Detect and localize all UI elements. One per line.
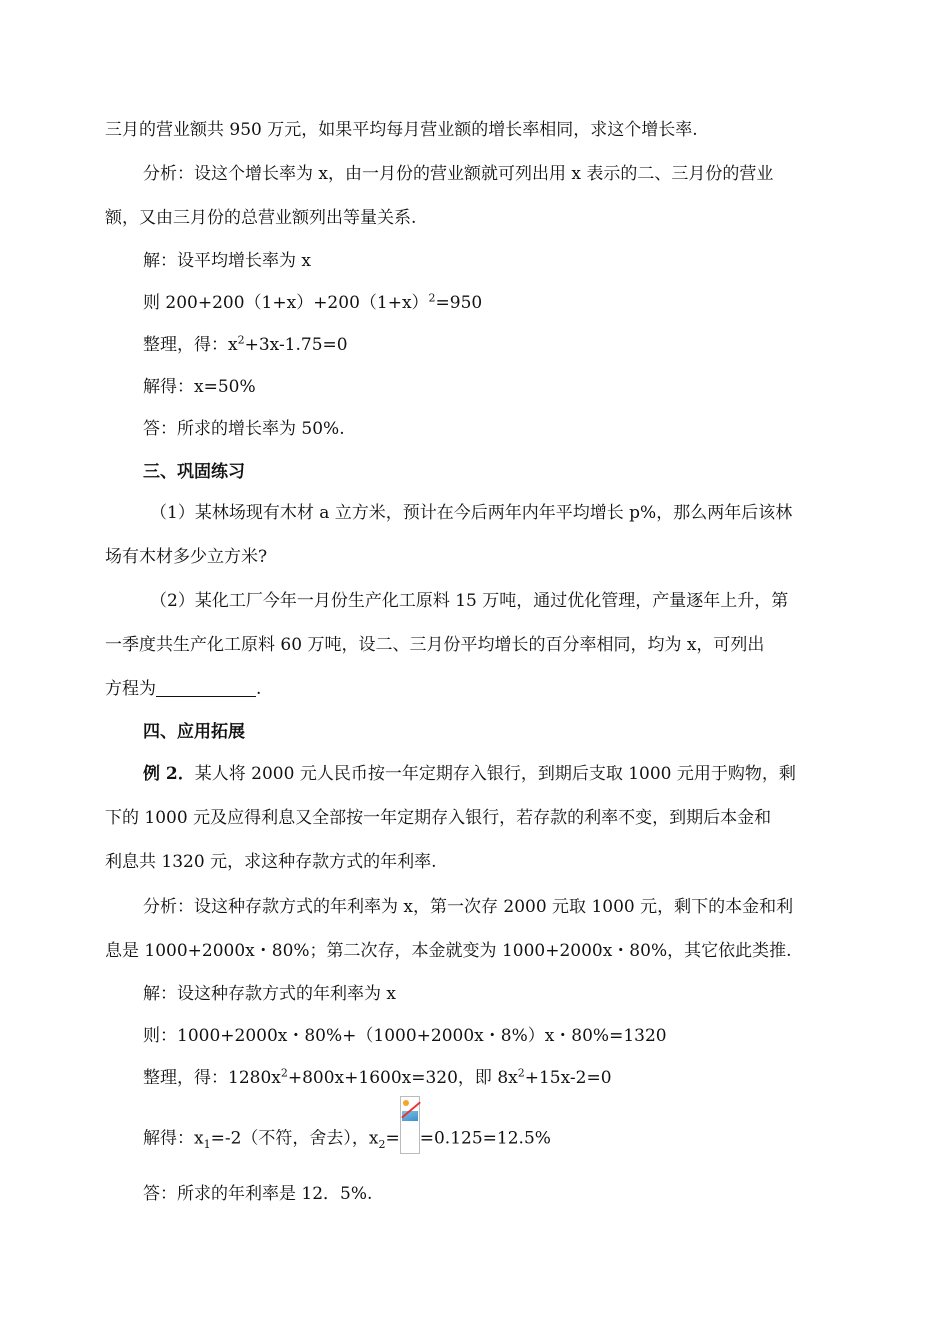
subscript: 2 bbox=[378, 1137, 386, 1151]
exponent: 2 bbox=[428, 291, 436, 305]
example-line bbox=[143, 763, 796, 785]
text: =0.125=12.5% bbox=[419, 1128, 551, 1149]
section-heading bbox=[143, 721, 245, 743]
text: （1）某林场现有木材 a 立方米，预计在今后两年内年平均增长 p%，那么两年后该林 bbox=[150, 503, 793, 523]
equation-line bbox=[143, 1067, 612, 1089]
answer-line bbox=[143, 1183, 372, 1205]
text: 分析：设这种存款方式的年利率为 x，第一次存 2000 元取 1000 元，剩下的本金和利 bbox=[143, 897, 794, 917]
text: . bbox=[256, 679, 262, 699]
exponent: 2 bbox=[517, 1066, 525, 1080]
text: 解：设平均增长率为 x bbox=[143, 251, 311, 271]
analysis-line bbox=[143, 896, 793, 918]
text: 则：1000+2000x・80%+（1000+2000x・8%）x・80%=1320 bbox=[143, 1026, 667, 1046]
text: 答：所求的年利率是 12．5%. bbox=[143, 1184, 373, 1204]
text: 三、巩固练习 bbox=[143, 462, 245, 482]
analysis-line bbox=[143, 163, 773, 185]
text: 息是 1000+2000x・80%；第二次存，本金就变为 1000+2000x・80%，其它依此类推. bbox=[105, 941, 792, 961]
example-line bbox=[105, 851, 436, 873]
solution-line bbox=[143, 983, 396, 1005]
solution-line bbox=[143, 250, 311, 272]
broken-image-icon bbox=[400, 1096, 420, 1154]
exponent: 2 bbox=[237, 333, 245, 347]
text: 某人将 2000 元人民币按一年定期存入银行，到期后支取 1000 元用于购物，剩 bbox=[194, 764, 796, 784]
equation-line bbox=[143, 1025, 667, 1047]
example-label: 例 2． bbox=[143, 764, 195, 784]
subscript: 1 bbox=[203, 1137, 211, 1151]
text: 整理，得：1280x bbox=[143, 1068, 281, 1088]
paragraph-line bbox=[105, 119, 698, 141]
text: 场有木材多少立方米? bbox=[105, 547, 268, 567]
exponent: 2 bbox=[280, 1066, 288, 1080]
text: 方程为 bbox=[105, 679, 156, 699]
text: +3x-1.75=0 bbox=[244, 335, 348, 355]
text: 额，又由三月份的总营业额列出等量关系. bbox=[105, 208, 417, 228]
text: 四、应用拓展 bbox=[143, 722, 245, 742]
example-line bbox=[105, 807, 771, 829]
solution-line bbox=[143, 376, 256, 398]
text: +15x-2=0 bbox=[524, 1068, 612, 1088]
text: 下的 1000 元及应得利息又全部按一年定期存入银行，若存款的利率不变，到期后本金和 bbox=[105, 808, 772, 828]
exercise-line bbox=[105, 678, 261, 700]
equation-line bbox=[143, 1124, 551, 1154]
text: 解得：x bbox=[143, 1128, 204, 1149]
answer-line bbox=[143, 418, 345, 440]
text: = bbox=[385, 1128, 400, 1149]
analysis-line bbox=[105, 940, 792, 962]
analysis-line bbox=[105, 207, 416, 229]
text: 整理，得：x bbox=[143, 335, 238, 355]
text: 答：所求的增长率为 50%. bbox=[143, 419, 345, 439]
text: 解得：x=50% bbox=[143, 377, 256, 397]
text: 解：设这种存款方式的年利率为 x bbox=[143, 984, 396, 1004]
text: 一季度共生产化工原料 60 万吨，设二、三月份平均增长的百分率相同，均为 x，可列出 bbox=[105, 635, 765, 655]
section-heading bbox=[143, 461, 245, 483]
equation-line bbox=[143, 292, 482, 314]
answer-blank bbox=[156, 679, 256, 697]
exercise-line bbox=[105, 546, 267, 568]
exercise-line bbox=[105, 634, 764, 656]
text: 则 200+200（1+x）+200（1+x） bbox=[143, 293, 429, 313]
exercise-line bbox=[150, 502, 792, 524]
text: 分析：设这个增长率为 x，由一月份的营业额就可列出用 x 表示的二、三月份的营业 bbox=[143, 164, 774, 184]
text: （2）某化工厂今年一月份生产化工原料 15 万吨，通过优化管理，产量逐年上升，第 bbox=[150, 591, 789, 611]
text: =950 bbox=[435, 293, 483, 313]
text: +800x+1600x=320，即 8x bbox=[287, 1068, 518, 1088]
equation-line bbox=[143, 334, 348, 356]
text: =-2（不符，舍去），x bbox=[210, 1128, 379, 1149]
exercise-line bbox=[150, 590, 788, 612]
text: 利息共 1320 元，求这种存款方式的年利率. bbox=[105, 852, 437, 872]
sun-icon bbox=[403, 1100, 409, 1106]
text: 三月的营业额共 950 万元，如果平均每月营业额的增长率相同，求这个增长率. bbox=[105, 120, 698, 140]
